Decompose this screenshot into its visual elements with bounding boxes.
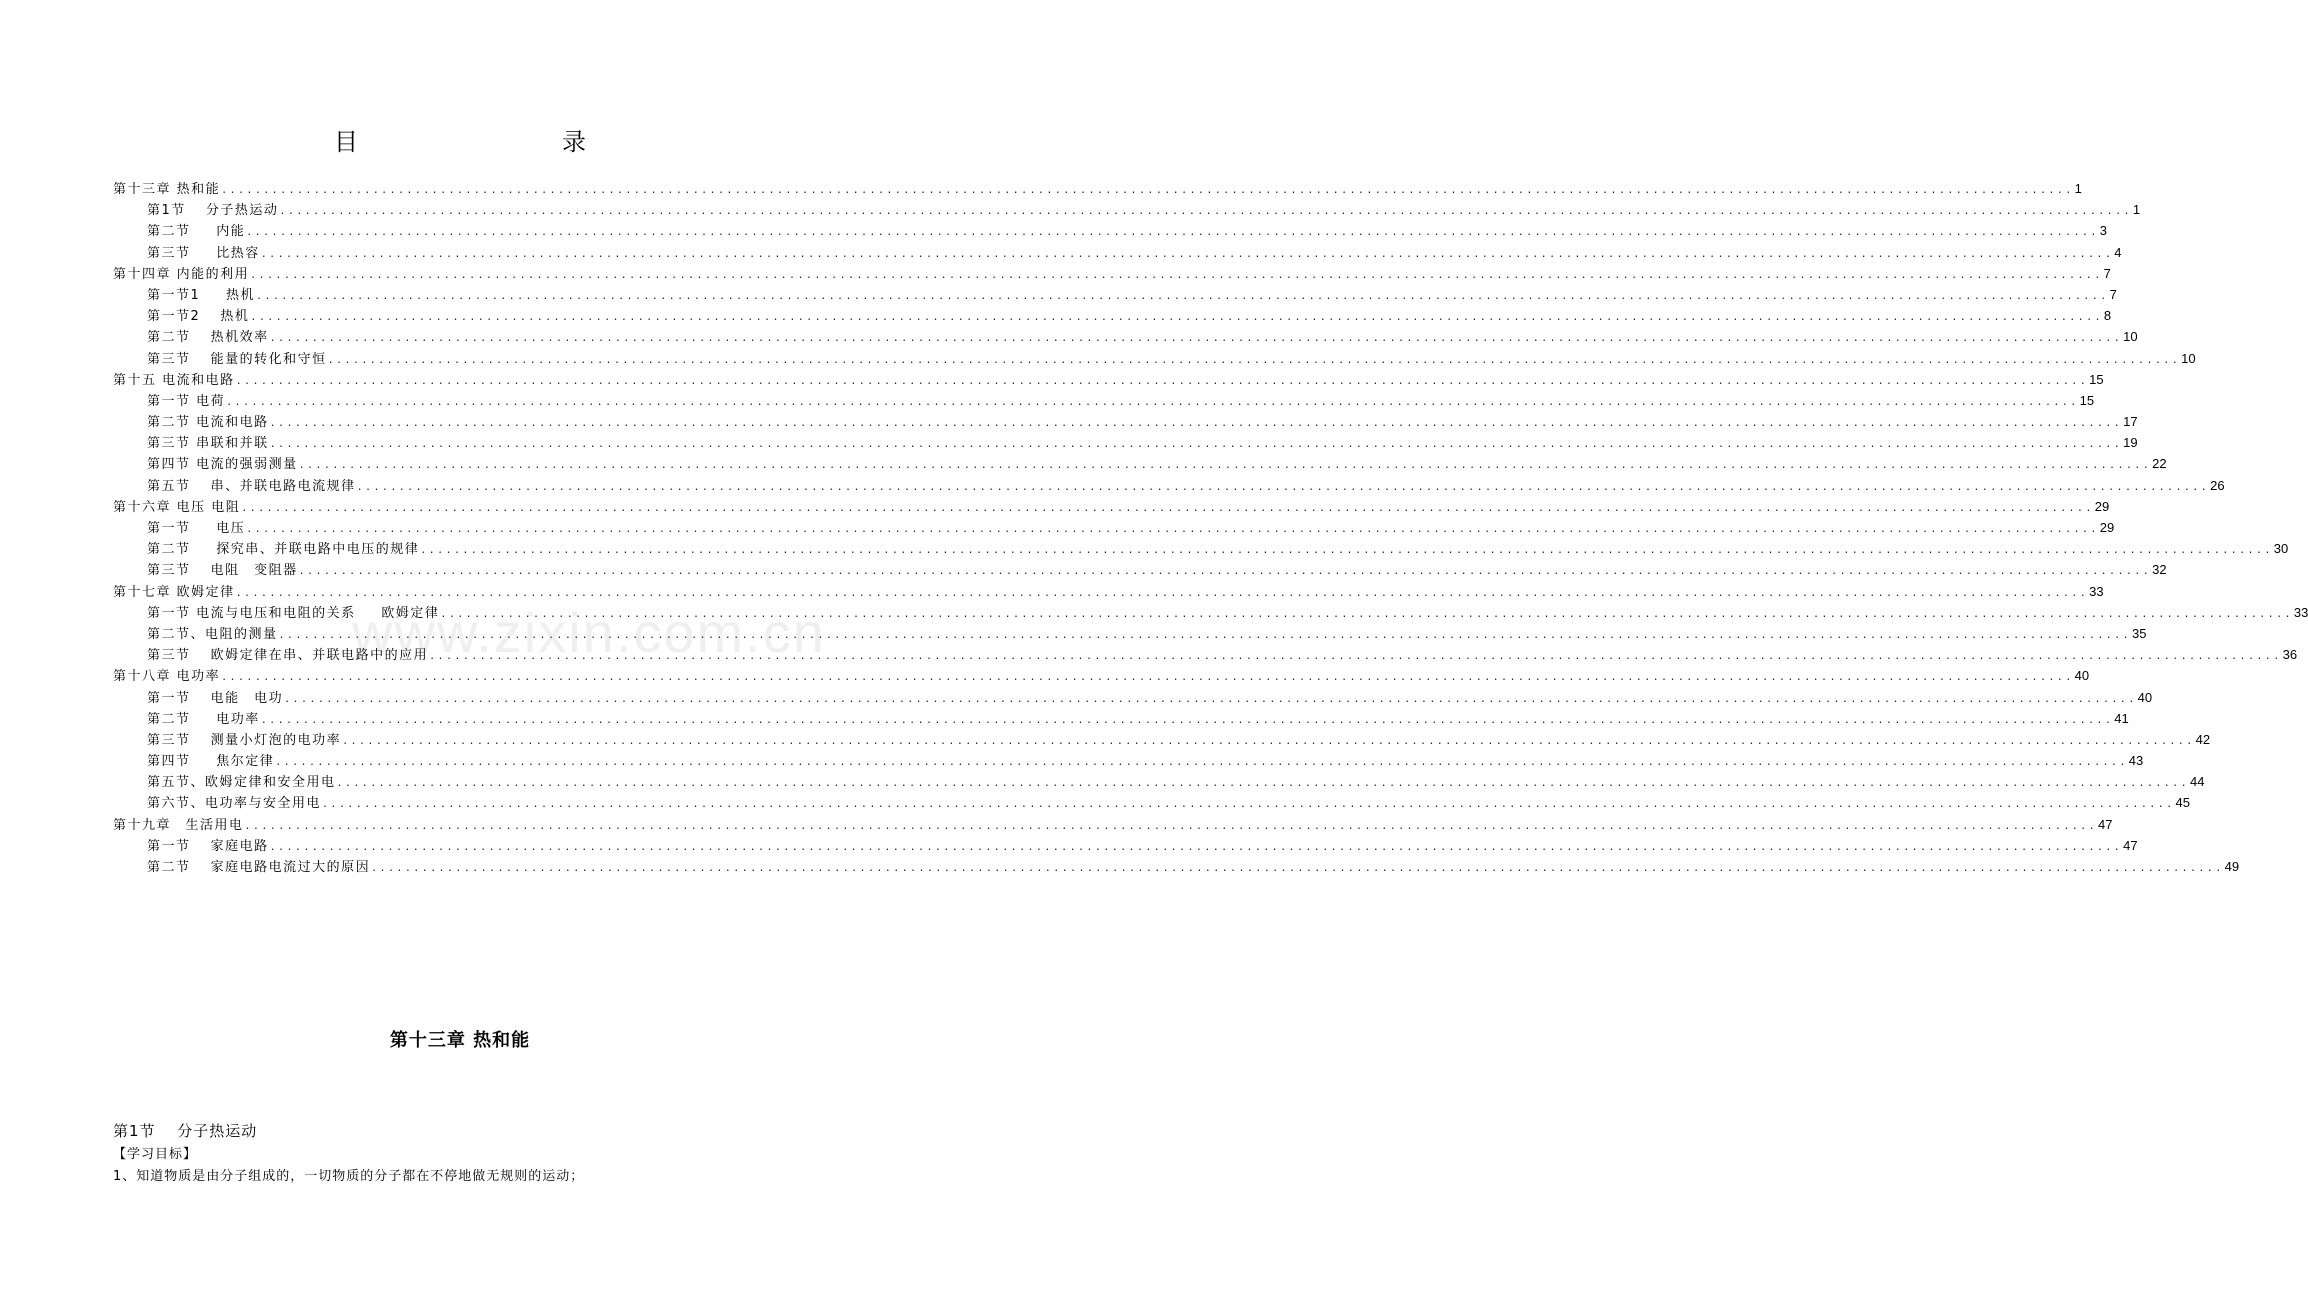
toc-section-entry[interactable] bbox=[113, 538, 2289, 559]
toc-entry-label: 第四节 焦尔定律 bbox=[147, 754, 275, 770]
toc-page-number: 49 bbox=[2224, 859, 2240, 874]
toc-entry-label: 第一节 电流与电压和电阻的关系 欧姆定律 bbox=[147, 605, 440, 621]
toc-entry-label: 第十五 电流和电路 bbox=[113, 372, 235, 388]
toc-entry-label: 第一节 电能 电功 bbox=[147, 690, 284, 706]
toc-dot-leader: ............................................................................................................................................................................................................................ bbox=[284, 693, 2137, 705]
toc-dot-leader: ............................................................................................................................................................................................................................ bbox=[226, 396, 2079, 408]
toc-dot-leader: ............................................................................................................................................................................................................................ bbox=[269, 439, 2123, 451]
toc-section-entry[interactable] bbox=[113, 432, 2138, 453]
toc-section-entry[interactable] bbox=[113, 687, 2153, 708]
toc-section-entry[interactable] bbox=[113, 602, 2308, 623]
toc-section-entry[interactable] bbox=[113, 305, 2112, 326]
toc-dot-leader: ............................................................................................................................................................................................................................ bbox=[336, 778, 2190, 790]
toc-page-number: 30 bbox=[2273, 541, 2289, 557]
toc-entry-label: 第五节 串、并联电路电流规律 bbox=[147, 478, 356, 494]
toc-entry-label: 第十七章 欧姆定律 bbox=[113, 584, 235, 600]
toc-page-number: 40 bbox=[2137, 689, 2153, 705]
toc-dot-leader: ............................................................................................................................................................................................................................ bbox=[244, 820, 2098, 832]
toc-dot-leader: ............................................................................................................................................................................................................................ bbox=[440, 608, 2293, 620]
toc-entry-label: 第三节 串联和并联 bbox=[147, 436, 269, 452]
toc-section-entry[interactable] bbox=[113, 729, 2211, 750]
toc-entry-label: 第十九章 生活用电 bbox=[113, 817, 244, 833]
toc-chapter-entry[interactable] bbox=[113, 263, 2111, 284]
toc-dot-leader: ............................................................................................................................................................................................................................ bbox=[275, 757, 2128, 769]
toc-dot-leader: ............................................................................................................................................................................................................................ bbox=[235, 375, 2089, 387]
toc-dot-leader: ............................................................................................................................................................................................................................ bbox=[246, 524, 2099, 535]
toc-page-number: 15 bbox=[2089, 371, 2104, 387]
toc-page-number: 45 bbox=[2175, 795, 2190, 811]
toc-page-number: 47 bbox=[2098, 816, 2113, 832]
toc-section-entry[interactable] bbox=[113, 792, 2190, 813]
toc-entry-label: 第一节2 热机 bbox=[147, 309, 250, 325]
toc-section-entry[interactable] bbox=[113, 750, 2144, 771]
toc-page-number: 19 bbox=[2123, 435, 2138, 451]
toc-entry-label: 第四节 电流的强弱测量 bbox=[147, 457, 298, 473]
toc-page-number: 47 bbox=[2123, 837, 2138, 853]
toc-section-entry[interactable] bbox=[113, 220, 2108, 241]
toc-dot-leader: ............................................................................................................................................................................................................................ bbox=[429, 651, 2282, 663]
toc-dot-leader: ............................................................................................................................................................................................................................ bbox=[298, 566, 2152, 578]
toc-section-entry[interactable] bbox=[113, 326, 2138, 347]
toc-page-number: 7 bbox=[2109, 286, 2117, 302]
toc-entry-label: 第二节 探究串、并联电路中电压的规律 bbox=[147, 542, 420, 558]
chapter-title: 第十三章 热和能 bbox=[389, 1030, 531, 1051]
toc-section-entry[interactable] bbox=[113, 835, 2138, 856]
toc-dot-leader: ............................................................................................................................................................................................................................ bbox=[235, 587, 2089, 599]
toc-page-number: 4 bbox=[2114, 244, 2122, 260]
toc-entry-label: 第三节 比热容 bbox=[147, 245, 260, 261]
toc-section-entry[interactable] bbox=[113, 771, 2205, 792]
toc-section-entry[interactable] bbox=[113, 284, 2117, 305]
toc-page-number: 44 bbox=[2190, 774, 2205, 790]
toc-chapter-entry[interactable] bbox=[113, 665, 2090, 686]
toc-entry-label: 第一节 电压 bbox=[147, 521, 246, 536]
toc-page-number: 10 bbox=[2181, 350, 2196, 366]
toc-dot-leader: ............................................................................................................................................................................................................................ bbox=[256, 290, 2109, 302]
toc-dot-leader: ............................................................................................................................................................................................................................ bbox=[269, 841, 2123, 853]
toc-entry-label: 第五节、欧姆定律和安全用电 bbox=[147, 775, 336, 791]
toc-dot-leader: ............................................................................................................................................................................................................................ bbox=[250, 312, 2103, 324]
toc-section-entry[interactable] bbox=[113, 475, 2225, 496]
toc-page-number: 40 bbox=[2074, 668, 2090, 684]
toc-page-number: 36 bbox=[2282, 647, 2298, 663]
toc-page-number: 33 bbox=[2089, 583, 2104, 599]
toc-dot-leader: ............................................................................................................................................................................................................................ bbox=[260, 714, 2114, 726]
toc-dot-leader: ............................................................................................................................................................................................................................ bbox=[278, 629, 2132, 641]
toc-entry-label: 第二节 热机效率 bbox=[147, 330, 269, 346]
toc-chapter-entry[interactable] bbox=[113, 814, 2113, 835]
toc-chapter-entry[interactable] bbox=[113, 496, 2110, 517]
toc-chapter-entry[interactable] bbox=[113, 178, 2082, 199]
toc-page-number: 32 bbox=[2152, 562, 2167, 578]
toc-dot-leader: ............................................................................................................................................................................................................................ bbox=[269, 418, 2123, 430]
toc-dot-leader: ............................................................................................................................................................................................................................ bbox=[260, 248, 2114, 260]
toc-entry-label: 第十六章 电压 电阻 bbox=[113, 499, 241, 515]
toc-entry-label: 第二节 内能 bbox=[147, 224, 246, 240]
toc-dot-leader: ............................................................................................................................................................................................................................ bbox=[322, 799, 2175, 811]
toc-page-number: 35 bbox=[2132, 625, 2147, 641]
toc-dot-leader: ............................................................................................................................................................................................................................ bbox=[420, 545, 2273, 557]
toc-page-number: 41 bbox=[2114, 710, 2129, 726]
toc-page-number: 22 bbox=[2152, 456, 2167, 472]
toc-section-entry[interactable] bbox=[113, 242, 2122, 263]
toc-chapter-entry[interactable] bbox=[113, 369, 2104, 390]
toc-page-number: 1 bbox=[2132, 202, 2141, 218]
toc-entry-label: 第三节 电阻 变阻器 bbox=[147, 563, 298, 579]
toc-entry-label: 第十八章 电功率 bbox=[113, 669, 221, 685]
toc-entry-label: 第三节 测量小灯泡的电功率 bbox=[147, 732, 342, 748]
toc-dot-leader: ............................................................................................................................................................................................................................ bbox=[221, 672, 2074, 684]
toc-entry-label: 第三节 能量的转化和守恒 bbox=[147, 351, 327, 367]
toc-page-number: 26 bbox=[2210, 477, 2225, 493]
objectives-heading: 【学习目标】 bbox=[113, 1147, 198, 1162]
toc-dot-leader: ............................................................................................................................................................................................................................ bbox=[241, 502, 2094, 514]
toc-chapter-entry[interactable] bbox=[113, 581, 2104, 602]
toc-page-number: 15 bbox=[2079, 392, 2095, 408]
toc-dot-leader: ............................................................................................................................................................................................................................ bbox=[298, 460, 2152, 472]
toc-section-entry[interactable] bbox=[113, 517, 2115, 538]
toc-section-entry[interactable] bbox=[113, 453, 2167, 474]
toc-section-entry[interactable] bbox=[113, 559, 2167, 580]
toc-section-entry[interactable] bbox=[113, 623, 2147, 644]
watermark: www.zixin.com.cn bbox=[352, 601, 826, 664]
toc-dot-leader: ............................................................................................................................................................................................................................ bbox=[269, 333, 2123, 345]
toc-dot-leader: ............................................................................................................................................................................................................................ bbox=[250, 269, 2103, 281]
toc-page-number: 42 bbox=[2195, 731, 2211, 747]
toc-page-number: 10 bbox=[2123, 329, 2138, 345]
toc-entry-label: 第十四章 内能的利用 bbox=[113, 266, 250, 282]
toc-page-number: 29 bbox=[2099, 520, 2115, 535]
toc-entry-label: 第1节 分子热运动 bbox=[147, 203, 279, 219]
toc-dot-leader: ............................................................................................................................................................................................................................ bbox=[356, 481, 2210, 493]
toc-entry-label: 第二节 家庭电路电流过大的原因 bbox=[147, 860, 371, 875]
toc-title: 目 录 bbox=[334, 128, 676, 156]
toc-page-number: 43 bbox=[2128, 753, 2144, 769]
toc-dot-leader: ............................................................................................................................................................................................................................ bbox=[221, 185, 2074, 196]
toc-dot-leader: ............................................................................................................................................................................................................................ bbox=[279, 206, 2132, 218]
toc-entry-label: 第三节 欧姆定律在串、并联电路中的应用 bbox=[147, 648, 429, 664]
toc-entry-label: 第一节 家庭电路 bbox=[147, 838, 269, 854]
toc-dot-leader: ............................................................................................................................................................................................................................ bbox=[371, 863, 2224, 874]
toc-entry-label: 第十三章 热和能 bbox=[113, 182, 221, 197]
toc-page-number: 29 bbox=[2094, 498, 2110, 514]
toc-page-number: 8 bbox=[2103, 308, 2112, 324]
objective-item: 1、知道物质是由分子组成的，一切物质的分子都在不停地做无规则的运动； bbox=[113, 1169, 585, 1184]
section-heading: 第1节 分子热运动 bbox=[113, 1122, 258, 1140]
toc-page-number: 3 bbox=[2099, 223, 2108, 239]
toc-entry-label: 第六节、电功率与安全用电 bbox=[147, 796, 322, 812]
toc-entry-label: 第二节 电流和电路 bbox=[147, 415, 269, 431]
toc-page-number: 33 bbox=[2293, 604, 2308, 620]
toc-entry-label: 第二节、电阻的测量 bbox=[147, 626, 278, 642]
table-of-contents bbox=[113, 178, 2308, 877]
toc-section-entry[interactable] bbox=[113, 856, 2240, 877]
toc-entry-label: 第一节 电荷 bbox=[147, 393, 226, 409]
toc-dot-leader: ............................................................................................................................................................................................................................ bbox=[246, 227, 2099, 239]
toc-dot-leader: ............................................................................................................................................................................................................................ bbox=[327, 354, 2181, 366]
toc-dot-leader: ............................................................................................................................................................................................................................ bbox=[342, 735, 2195, 747]
toc-entry-label: 第一节1 热机 bbox=[147, 287, 256, 303]
toc-page-number: 1 bbox=[2074, 181, 2082, 196]
toc-section-entry[interactable] bbox=[113, 644, 2298, 665]
toc-section-entry[interactable] bbox=[113, 199, 2141, 220]
toc-section-entry[interactable] bbox=[113, 348, 2196, 369]
toc-page-number: 7 bbox=[2103, 265, 2111, 281]
toc-page-number: 17 bbox=[2123, 414, 2138, 430]
toc-section-entry[interactable] bbox=[113, 708, 2129, 729]
toc-entry-label: 第二节 电功率 bbox=[147, 711, 260, 727]
toc-section-entry[interactable] bbox=[113, 411, 2138, 432]
toc-section-entry[interactable] bbox=[113, 390, 2095, 411]
